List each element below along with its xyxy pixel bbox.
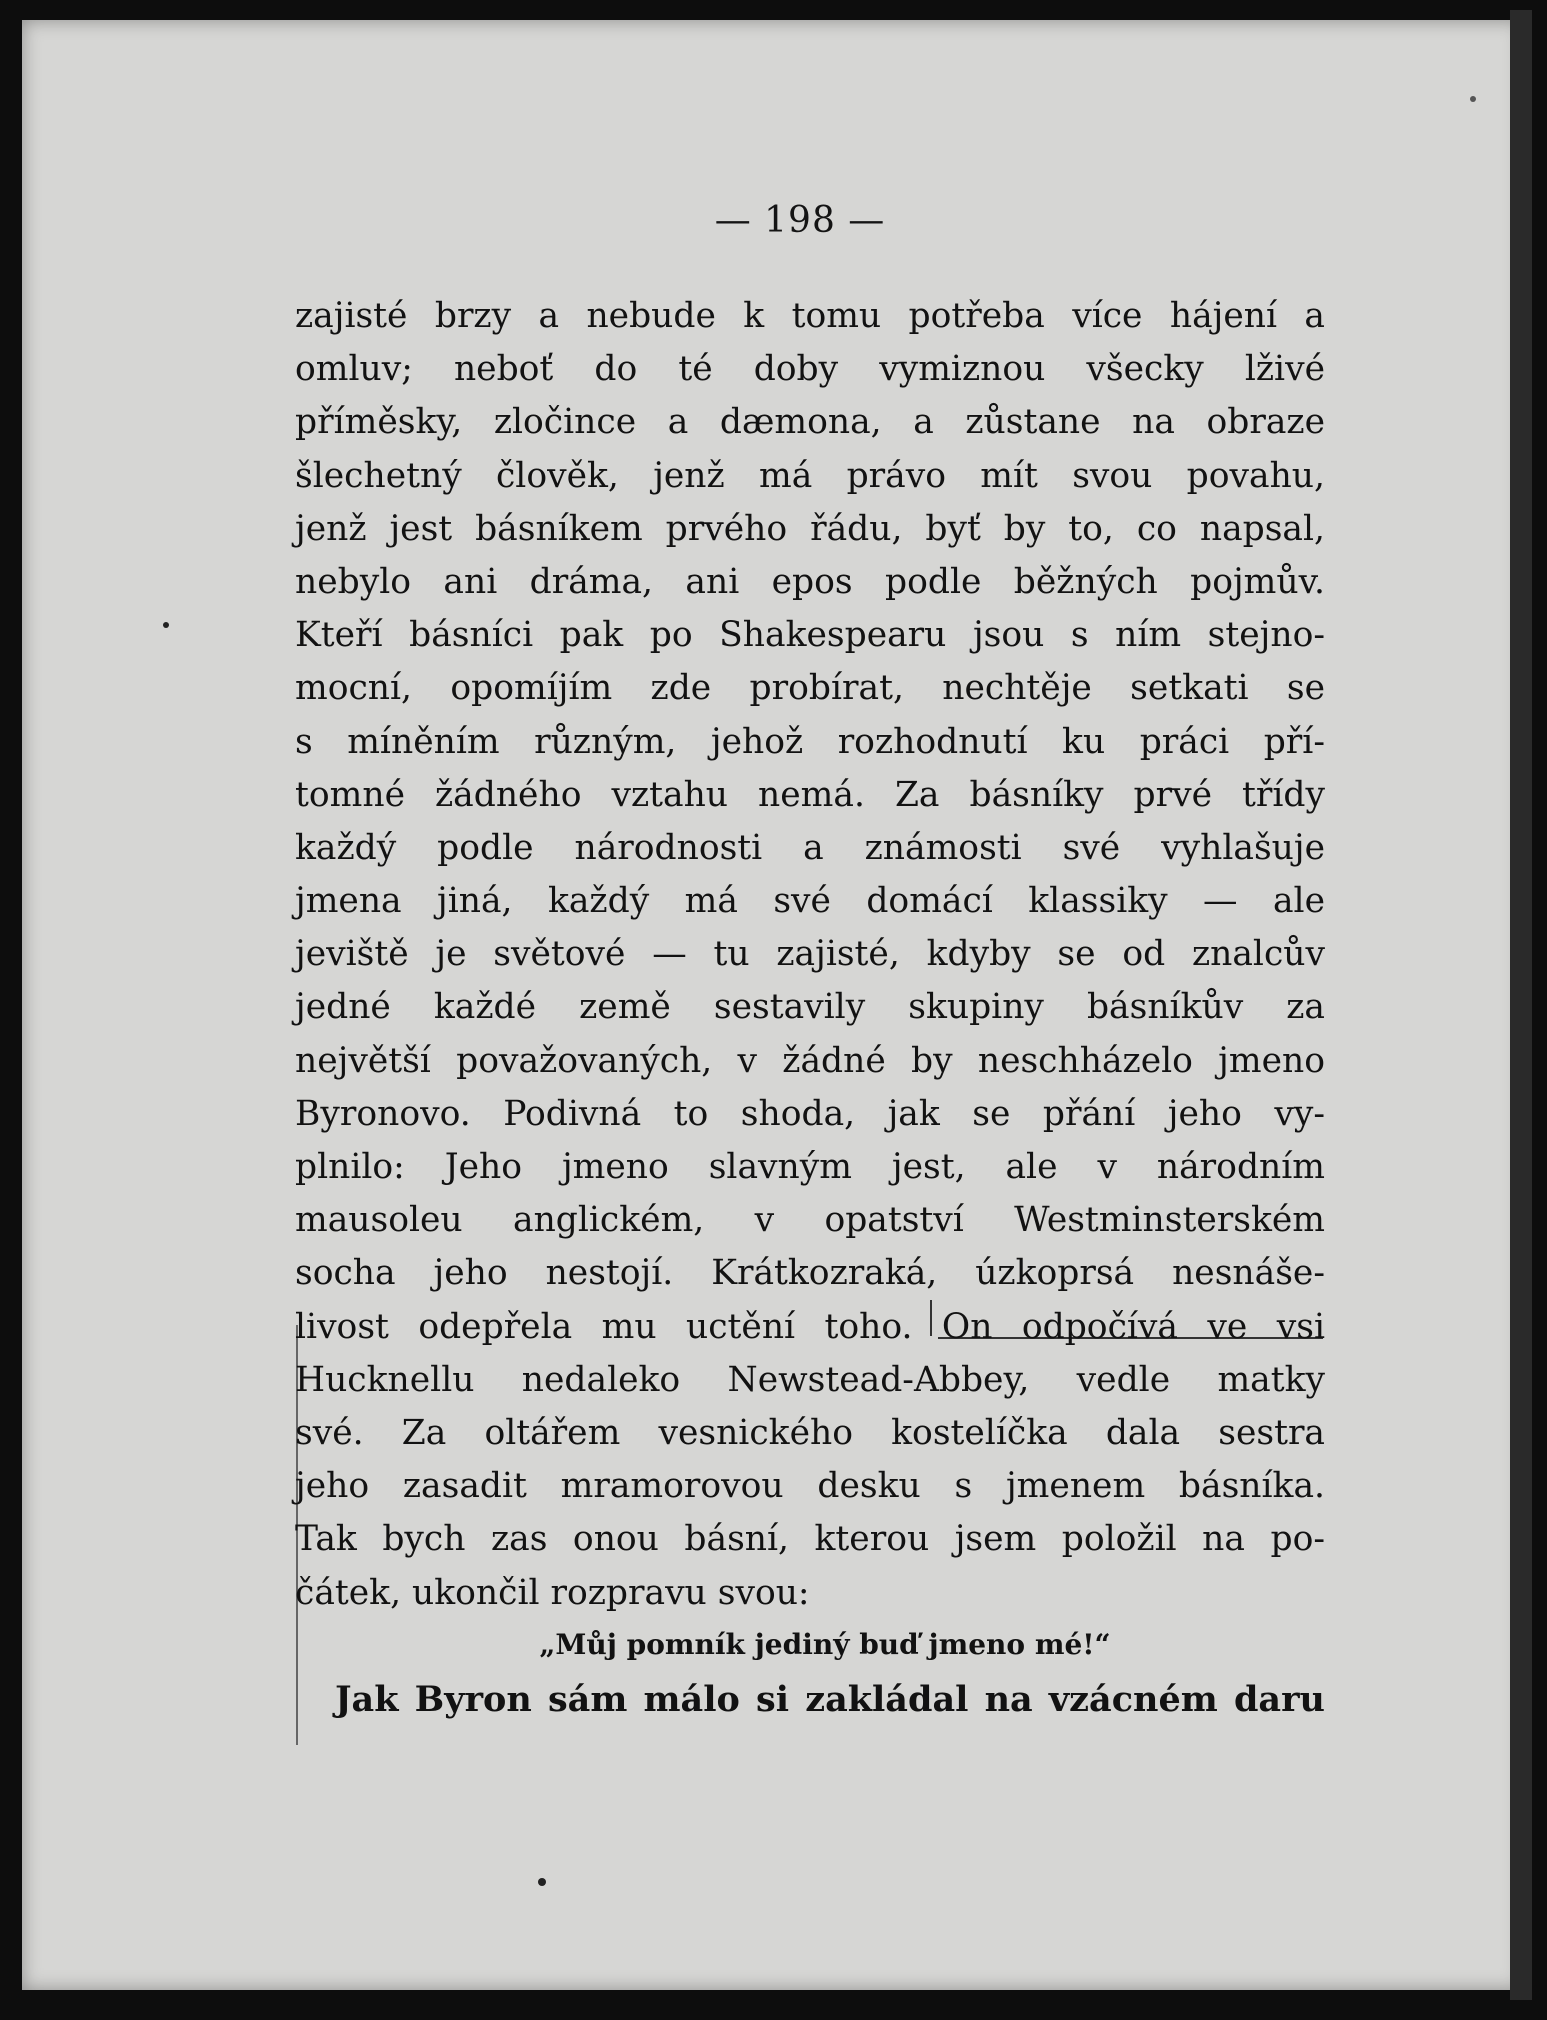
ink-dot (163, 622, 169, 628)
text-line: tomné žádného vztahu nemá. Za básníky prvé třídy (295, 774, 1325, 815)
quote-line: „Můj pomník jediný buď jmeno mé!“ (539, 1627, 1111, 1661)
ink-dot (1470, 96, 1476, 102)
final-line: Jak Byron sám málo si zakládal na vzácném daru (335, 1678, 1325, 1720)
text-line: s míněním různým, jehož rozhodnutí ku práci pří- (295, 721, 1325, 762)
text-line: Kteří básníci pak po Shakespearu jsou s ním stejno- (295, 615, 1325, 656)
text-line: omluv; neboť do té doby vymiznou všecky lživé (295, 349, 1325, 390)
ink-dot (538, 1878, 546, 1886)
text-line: Tak bych zas onou básní, kterou jsem položil na po- (295, 1519, 1325, 1560)
text-line: každý podle národnosti a známosti své vyhlašuje (295, 827, 1325, 868)
text-line: Hucknellu nedaleko Newstead-Abbey, vedle matky (295, 1359, 1325, 1400)
text-line: plnilo: Jeho jmeno slavným jest, ale v národním (295, 1147, 1325, 1187)
text-line: největší považovaných, v žádné by neschházelo jmeno (295, 1040, 1325, 1081)
text-line: jenž jest básníkem prvého řádu, byť by to, co napsal, (295, 508, 1325, 549)
body-text (295, 290, 1325, 1730)
text-line: mocní, opomíjím zde probírat, nechtěje setkati se (295, 668, 1325, 709)
text-line: mausoleu anglickém, v opatství Westminsterském (295, 1200, 1325, 1241)
text-line: Byronovo. Podivná to shoda, jak se přání jeho vy- (295, 1093, 1325, 1134)
text-line: jeho zasadit mramorovou desku s jmenem básníka. (295, 1466, 1325, 1507)
text-line: socha jeho nestojí. Krátkozraká, úzkoprsá nesnáše- (295, 1253, 1325, 1294)
text-line: čátek, ukončil rozpravu svou: (295, 1572, 810, 1613)
text-line: šlechetný člověk, jenž má právo mít svou povahu, (295, 455, 1325, 496)
page-number: — 198 — (714, 200, 886, 241)
text-line: zajisté brzy a nebude k tomu potřeba více hájení a (295, 296, 1325, 336)
text-line: příměsky, zločince a dæmona, a zůstane na obraze (295, 402, 1325, 443)
text-line: nebylo ani dráma, ani epos podle běžných pojmův. (295, 561, 1325, 602)
text-line: jmena jiná, každý má své domácí klassiky — ale (295, 881, 1325, 922)
text-line: jeviště je světové — tu zajisté, kdyby se od znalcův (295, 934, 1325, 975)
text-line: livost odepřela mu uctění toho. On odpočívá ve vsi (295, 1306, 1325, 1347)
text-line: jedné každé země sestavily skupiny básníkův za (295, 987, 1325, 1028)
page-edge-shadow (1510, 10, 1532, 2000)
text-line: své. Za oltářem vesnického kostelíčka dala sestra (295, 1412, 1325, 1453)
